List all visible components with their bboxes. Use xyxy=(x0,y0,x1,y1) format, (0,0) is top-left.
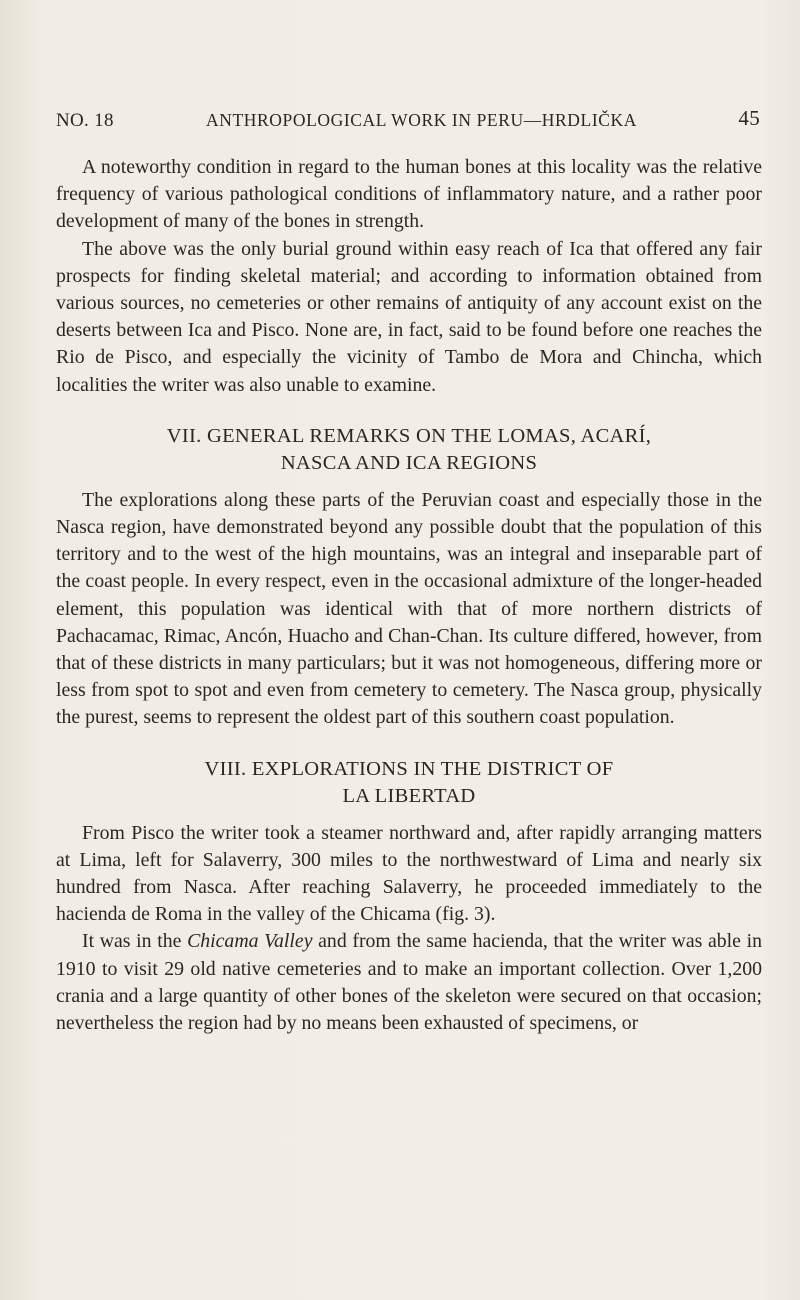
section-heading-vii xyxy=(56,423,762,477)
paragraph-5-start: It was in the xyxy=(82,930,188,953)
paragraph-2: The above was the only burial ground within easy reach of Ica that offered any fair prospects for finding skeletal material; and according to information obtained from various sources, no cemeteries or other remains of antiquity of any account exist on the deserts between Ica and Pisco. None are, in fact, said to be found before one reaches the Rio de Pisco, and especially the vicinity of Tambo de Mora and Chincha, which localities the writer was also unable to examine. xyxy=(56,237,762,396)
section-heading-viii-line1: VIII. EXPLORATIONS IN THE DISTRICT OF xyxy=(204,757,614,780)
paragraph-5 xyxy=(56,928,762,1037)
section-heading-vii-line1: VII. GENERAL REMARKS ON THE LOMAS, ACARÍ, xyxy=(166,424,652,447)
running-title: ANTHROPOLOGICAL WORK IN PERU—HRDLIČKA xyxy=(206,110,638,130)
paragraph-3: The explorations along these parts of the Peruvian coast and especially those in the Nasca region, have demonstrated beyond any possible doubt that the population of this territory and to the west of the high mountains, was an integral and inseparable part of the coast people. In every respect, even in the occasional admixture of the longer-headed element, this population was identical with that of more northern districts of Pachacamac, Rimac, Ancón, Huacho and Chan-Chan. Its culture differed, however, from that of these districts in many particulars; but it was not homogeneous, differing more or less from spot to spot and even from cemetery to cemetery. The Nasca group, physically the purest, seems to represent the oldest part of this southern coast population. xyxy=(56,488,762,729)
section-heading-vii-line2: NASCA AND ICA REGIONS xyxy=(280,451,538,474)
paragraph-4: From Pisco the writer took a steamer northward and, after rapidly arranging matters at Lima, left for Salaverry, 300 miles to the northwestward of Lima and nearly six hundred from Nasca. After reaching Salaverry, he proceeded immediately to the hacienda de Roma in the valley of the Chicama (fig. 3). xyxy=(56,821,762,926)
issue-number: NO. 18 xyxy=(56,110,114,131)
paragraph-1: A noteworthy condition in regard to the human bones at this locality was the relative frequency of various pathological conditions of inflammatory nature, and a rather poor development of many of the bones in strength. xyxy=(56,156,762,233)
section-heading-viii xyxy=(56,756,762,810)
running-header xyxy=(56,106,760,136)
chicama-valley-italic: Chicama Valley xyxy=(187,930,313,953)
page-number: 45 xyxy=(738,106,760,130)
paragraph-5-end: and from the same hacienda, that the writer was able in 1910 to visit 29 old native cemeteries and to make an important collection. Over 1,200 crania and a large quantity of other bones of the skeleton were secured on that occasion; nevertheless the region had by no means been exhausted of specimens, or xyxy=(56,930,762,1035)
body-text xyxy=(56,154,762,1037)
section-heading-viii-line2: LA LIBERTAD xyxy=(342,784,476,807)
